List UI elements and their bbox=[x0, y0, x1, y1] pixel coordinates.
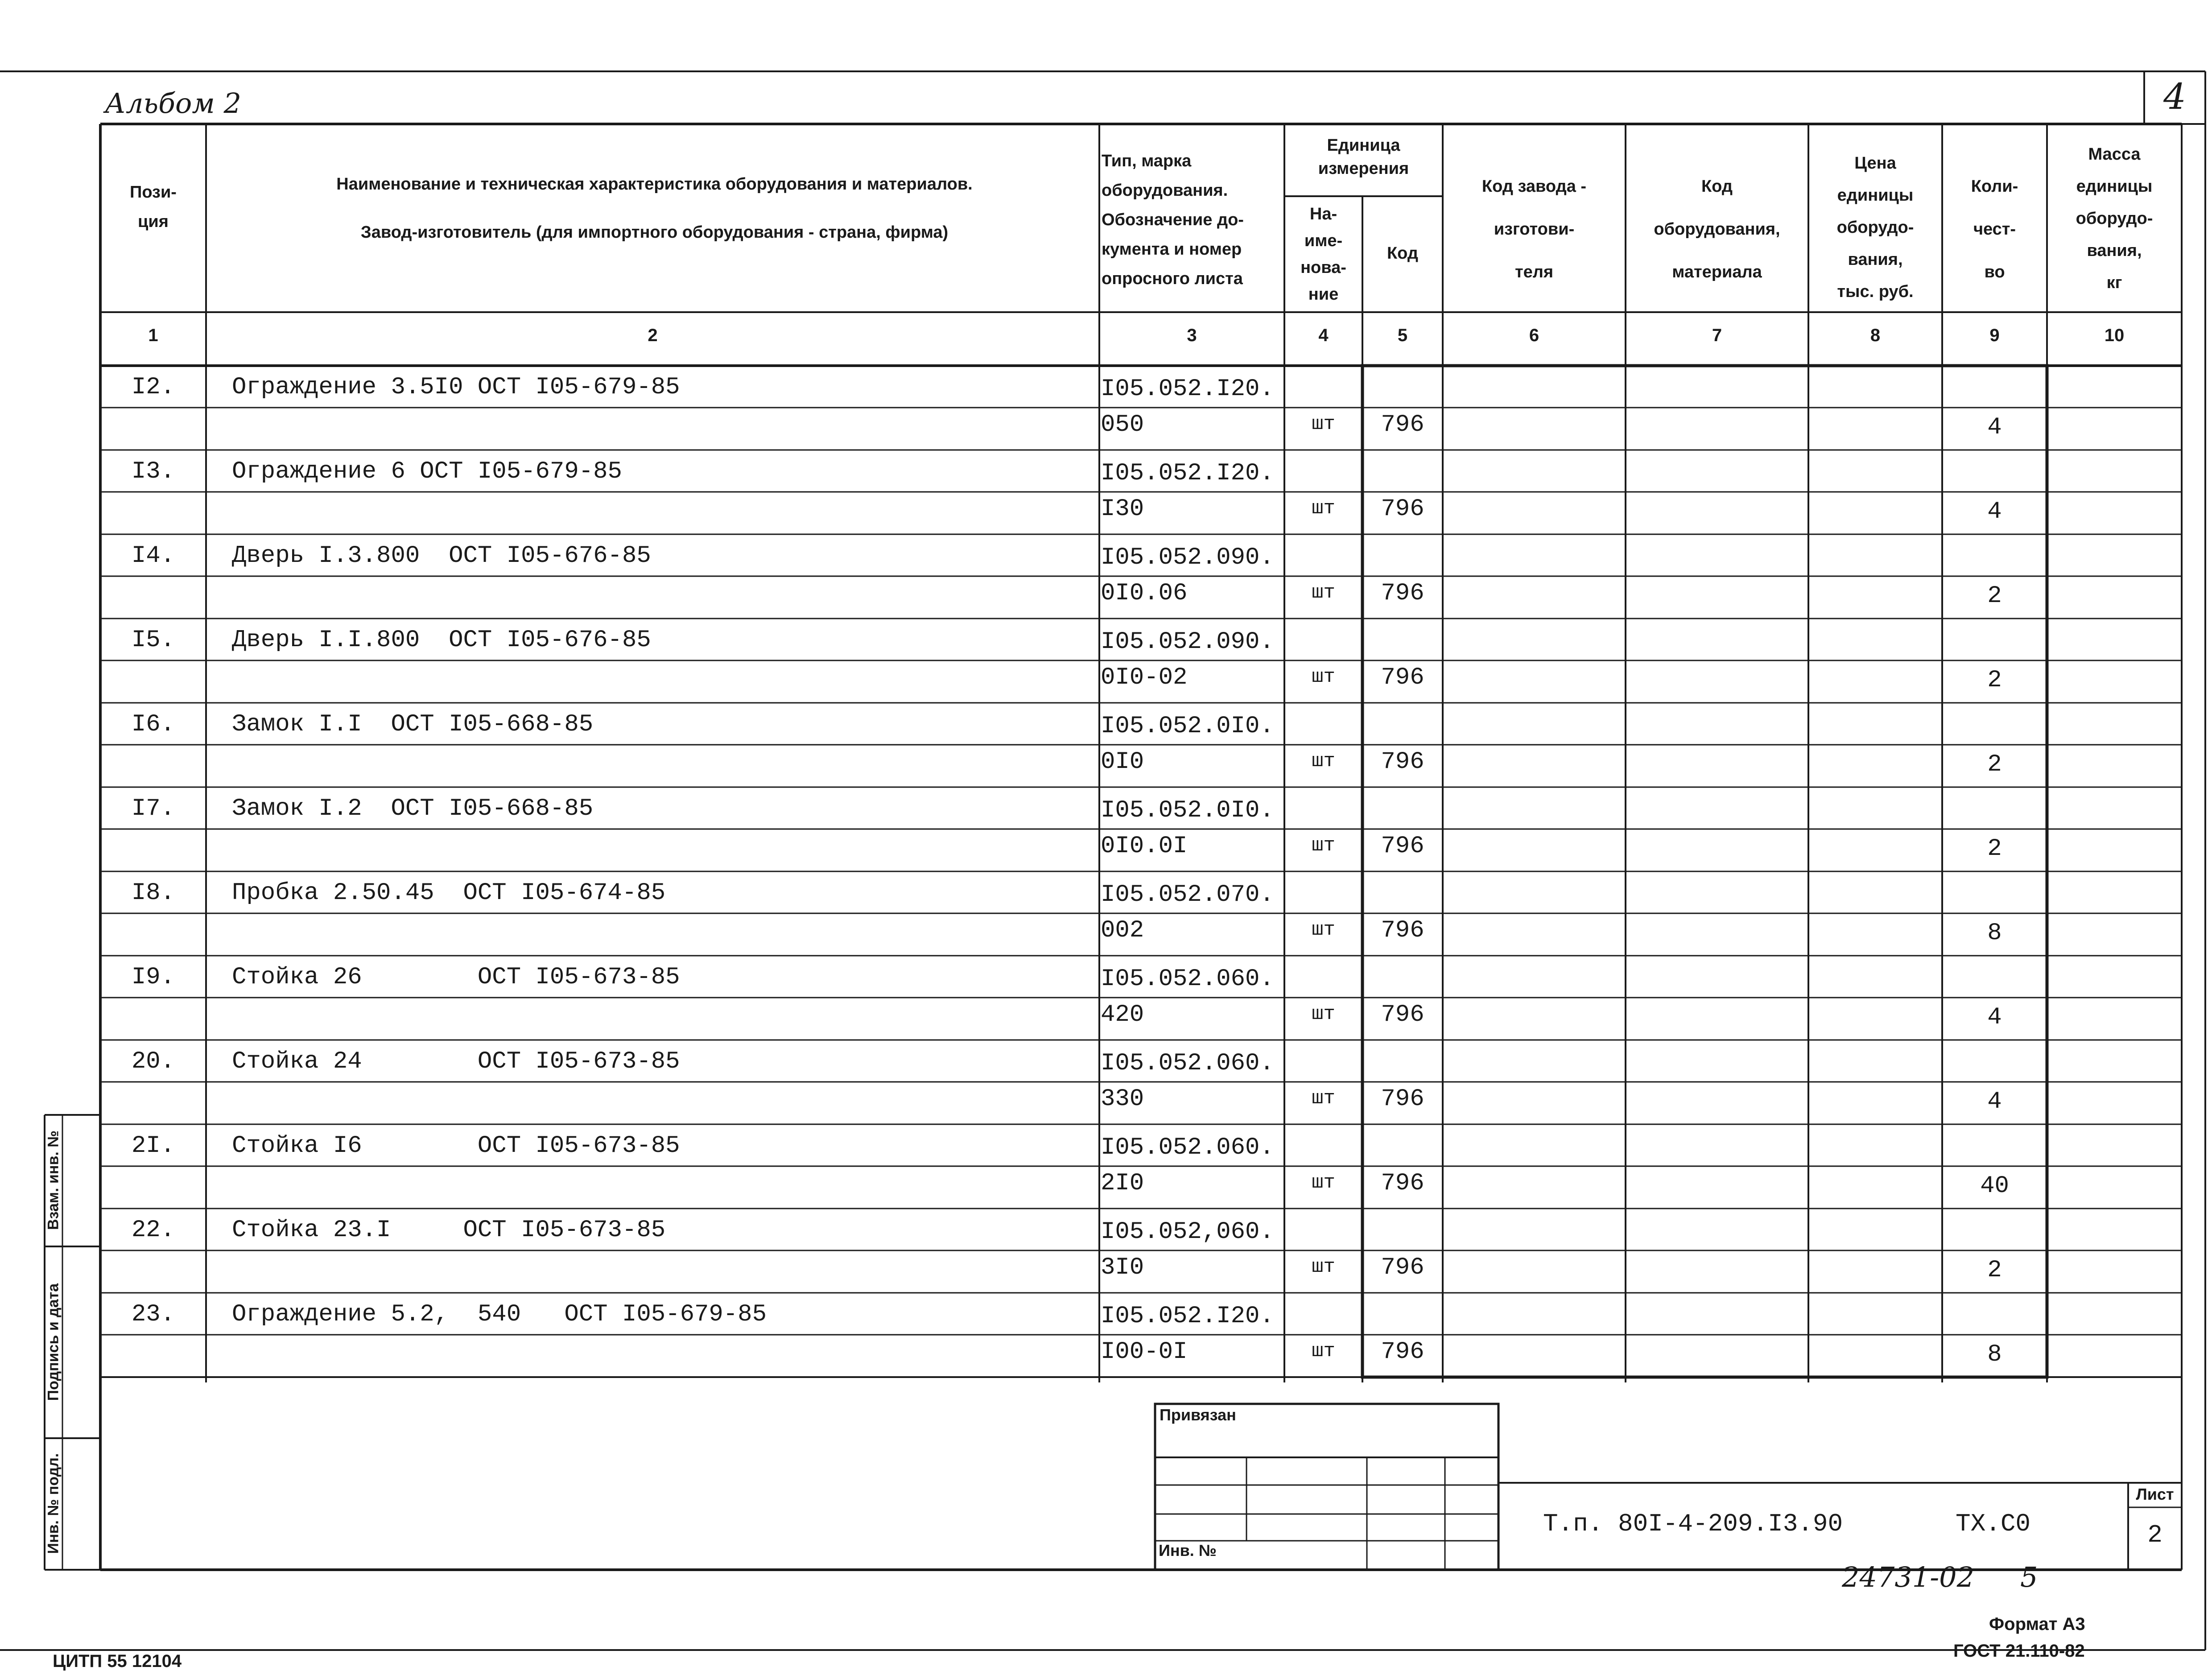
stamp-podpis-data: Подпись и дата bbox=[45, 1283, 62, 1401]
header-unit-code: Код bbox=[1387, 244, 1419, 263]
row-type-line2: 050 bbox=[1101, 411, 1144, 438]
row-name: Ограждение 5.2, 540 ОСТ I05-679-85 bbox=[232, 1301, 767, 1328]
column-number: 3 bbox=[1187, 326, 1197, 345]
row-position: I8. bbox=[131, 879, 175, 907]
archive-page: 5 bbox=[2020, 1561, 2038, 1593]
row-name: Пробка 2.50.45 ОСТ I05-674-85 bbox=[232, 879, 666, 907]
row-quantity: 4 bbox=[1987, 498, 2002, 525]
row-name: Замок I.2 ОСТ I05-668-85 bbox=[232, 795, 594, 822]
row-name: Стойка 23.I ОСТ I05-673-85 bbox=[232, 1217, 666, 1244]
column-number: 10 bbox=[2104, 326, 2125, 345]
row-unit-code: 796 bbox=[1381, 1001, 1424, 1028]
row-name: Стойка 26 ОСТ I05-673-85 bbox=[232, 964, 680, 991]
column-number: 1 bbox=[148, 326, 158, 345]
row-quantity: 2 bbox=[1987, 835, 2002, 862]
row-unit: шт bbox=[1312, 582, 1335, 604]
sheet-number: 2 bbox=[2147, 1521, 2162, 1549]
row-unit: шт bbox=[1312, 1087, 1335, 1110]
row-type-line2: 002 bbox=[1101, 917, 1144, 944]
row-unit-code: 796 bbox=[1381, 664, 1424, 691]
row-type-line1: I05.052.I20. bbox=[1101, 1303, 1274, 1330]
document-code: Т.п. 80I-4-209.I3.90 bbox=[1543, 1510, 1843, 1538]
row-unit: шт bbox=[1312, 1172, 1335, 1194]
row-name: Ограждение 3.5I0 ОСТ I05-679-85 bbox=[232, 374, 680, 401]
row-unit-code: 796 bbox=[1381, 411, 1424, 438]
row-unit-code: 796 bbox=[1381, 495, 1424, 523]
row-unit-code: 796 bbox=[1381, 1338, 1424, 1366]
row-unit-code: 796 bbox=[1381, 580, 1424, 607]
row-type-line1: I05.052.I20. bbox=[1101, 375, 1274, 403]
header-name-line2: Завод-изготовитель (для импортного оборудования - страна, фирма) bbox=[360, 223, 949, 242]
row-quantity: 2 bbox=[1987, 1257, 2002, 1284]
row-quantity: 8 bbox=[1987, 920, 2002, 947]
row-quantity: 40 bbox=[1980, 1172, 2009, 1200]
row-unit: шт bbox=[1312, 497, 1335, 520]
row-name: Стойка 24 ОСТ I05-673-85 bbox=[232, 1048, 680, 1075]
row-unit: шт bbox=[1312, 1340, 1335, 1362]
row-position: I2. bbox=[131, 374, 175, 401]
row-type-line1: I05.052.070. bbox=[1101, 881, 1274, 908]
column-number: 4 bbox=[1318, 326, 1329, 345]
row-type-line2: 0I0-02 bbox=[1101, 664, 1188, 691]
header-type: Тип, марка оборудования. Обозначение до- кумента и номер опросного листа bbox=[1102, 152, 1244, 288]
row-position: I6. bbox=[131, 711, 175, 738]
row-name: Дверь I.3.800 ОСТ I05-676-85 bbox=[232, 542, 651, 569]
row-position: I7. bbox=[131, 795, 175, 822]
format-label: Формат А3 bbox=[1989, 1614, 2085, 1634]
printer-label: ЦИТП 55 12104 bbox=[53, 1651, 182, 1671]
row-type-line1: I05.052.0I0. bbox=[1101, 713, 1274, 740]
header-unit-mass: Масса единицы оборудо- вания, кг bbox=[2076, 145, 2153, 292]
row-unit-code: 796 bbox=[1381, 917, 1424, 944]
column-number: 6 bbox=[1529, 326, 1539, 345]
row-position: 23. bbox=[131, 1301, 175, 1328]
header-position: Пози- ция bbox=[130, 183, 177, 231]
row-type-line1: I05.052.060. bbox=[1101, 1134, 1274, 1161]
row-quantity: 2 bbox=[1987, 751, 2002, 778]
row-unit: шт bbox=[1312, 750, 1335, 772]
header-unit-name: На- име- нова- ние bbox=[1300, 205, 1346, 304]
header-factory-code: Код завода - изготови- теля bbox=[1482, 177, 1587, 281]
row-type-line1: I05.052.I20. bbox=[1101, 460, 1274, 487]
stamp-inv-podl: Инв. № подл. bbox=[45, 1453, 62, 1554]
gost-label: ГОСТ 21.110-82 bbox=[1953, 1641, 2085, 1661]
album-label: Альбом 2 bbox=[105, 87, 241, 120]
column-number: 5 bbox=[1397, 326, 1408, 345]
row-unit-code: 796 bbox=[1381, 748, 1424, 776]
row-type-line2: 0I0.0I bbox=[1101, 833, 1188, 860]
row-type-line1: I05.052.060. bbox=[1101, 1050, 1274, 1077]
row-type-line2: I00-0I bbox=[1101, 1338, 1188, 1366]
column-number: 9 bbox=[1989, 326, 2000, 345]
row-unit: шт bbox=[1312, 413, 1335, 435]
row-name: Дверь I.I.800 ОСТ I05-676-85 bbox=[232, 627, 651, 654]
row-type-line2: 330 bbox=[1101, 1085, 1144, 1113]
row-quantity: 2 bbox=[1987, 582, 2002, 610]
row-name: Ограждение 6 ОСТ I05-679-85 bbox=[232, 458, 622, 485]
row-type-line2: 420 bbox=[1101, 1001, 1144, 1028]
row-position: I4. bbox=[131, 542, 175, 569]
row-type-line2: 3I0 bbox=[1101, 1254, 1144, 1281]
row-type-line2: 0I0.06 bbox=[1101, 580, 1188, 607]
sheet-label: Лист bbox=[2136, 1485, 2174, 1503]
row-position: I9. bbox=[131, 964, 175, 991]
row-unit: шт bbox=[1312, 666, 1335, 688]
row-type-line2: I30 bbox=[1101, 495, 1144, 523]
row-position: I3. bbox=[131, 458, 175, 485]
row-position: 2I. bbox=[131, 1132, 175, 1159]
row-unit-code: 796 bbox=[1381, 1254, 1424, 1281]
row-type-line1: I05.052.090. bbox=[1101, 544, 1274, 571]
row-name: Стойка I6 ОСТ I05-673-85 bbox=[232, 1132, 680, 1159]
row-type-line2: 0I0 bbox=[1101, 748, 1144, 776]
row-position: 22. bbox=[131, 1217, 175, 1244]
row-unit: шт bbox=[1312, 1003, 1335, 1025]
header-name-line1: Наименование и техническая характеристика оборудования и материалов. bbox=[336, 175, 973, 194]
archive-number: 24731-02 bbox=[1842, 1561, 1975, 1593]
row-unit: шт bbox=[1312, 1256, 1335, 1278]
row-type-line1: I05.052.0I0. bbox=[1101, 797, 1274, 824]
row-position: I5. bbox=[131, 627, 175, 654]
row-position: 20. bbox=[131, 1048, 175, 1075]
document-mark: ТХ.С0 bbox=[1956, 1510, 2031, 1538]
column-number: 8 bbox=[1870, 326, 1881, 345]
row-type-line2: 2I0 bbox=[1101, 1170, 1144, 1197]
row-name: Замок I.I ОСТ I05-668-85 bbox=[232, 711, 594, 738]
row-quantity: 4 bbox=[1987, 414, 2002, 441]
row-quantity: 2 bbox=[1987, 667, 2002, 694]
row-type-line1: I05.052.060. bbox=[1101, 965, 1274, 993]
header-quantity: Коли- чест- во bbox=[1971, 177, 2018, 281]
row-unit-code: 796 bbox=[1381, 1170, 1424, 1197]
sheet-corner-number: 4 bbox=[2163, 76, 2186, 117]
row-type-line1: I05.052,060. bbox=[1101, 1218, 1274, 1246]
privyazan-label: Привязан bbox=[1160, 1406, 1236, 1424]
row-quantity: 4 bbox=[1987, 1004, 2002, 1031]
column-number: 7 bbox=[1712, 326, 1722, 345]
row-quantity: 4 bbox=[1987, 1088, 2002, 1115]
row-type-line1: I05.052.090. bbox=[1101, 628, 1274, 656]
row-quantity: 8 bbox=[1987, 1341, 2002, 1368]
header-unit-price: Цена единицы оборудо- вания, тыс. руб. bbox=[1836, 154, 1914, 301]
header-equipment-code: Код оборудования, материала bbox=[1654, 177, 1780, 281]
header-unit-group: Единица измерения bbox=[1318, 136, 1409, 178]
row-unit: шт bbox=[1312, 919, 1335, 941]
inv-no-label: Инв. № bbox=[1159, 1541, 1217, 1559]
column-number: 2 bbox=[648, 326, 658, 345]
row-unit-code: 796 bbox=[1381, 1085, 1424, 1113]
row-unit-code: 796 bbox=[1381, 833, 1424, 860]
stamp-vzam-inv: Взам. инв. № bbox=[45, 1130, 62, 1230]
row-unit: шт bbox=[1312, 834, 1335, 857]
